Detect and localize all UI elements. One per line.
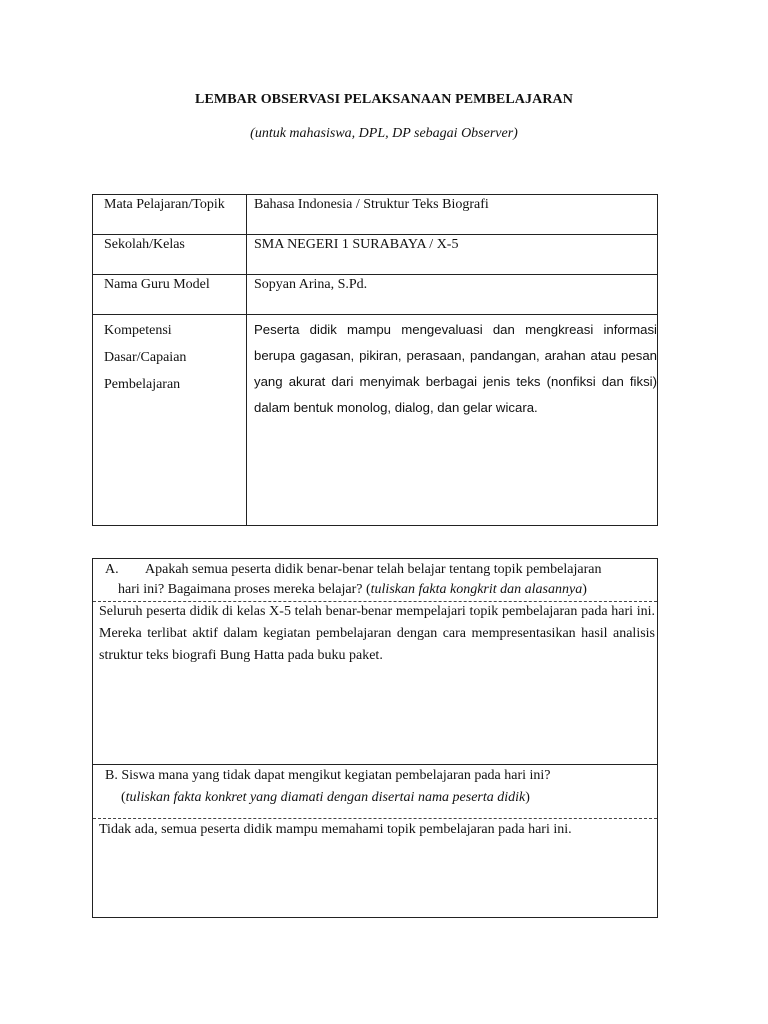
- competency-label-line: Kompetensi: [104, 323, 172, 338]
- answer-b: [93, 819, 657, 841]
- row-value-competency: Peserta didik mampu mengevaluasi dan mengkreasi informasi berupa gagasan, pikiran, perasaan, pandangan, arahan atau pesan yang akurat dari menyimak berbagai jenis teks (nonfiksi dan fiksi) dalam bentuk monolog, dialog, dan gelar wicara.: [247, 315, 658, 526]
- question-a-instruction: tuliskan fakta kongkrit dan alasannya: [370, 582, 583, 597]
- answer-b-text: Tidak ada, semua peserta didik mampu memahami topik pembelajaran pada hari ini.: [99, 822, 572, 837]
- row-value-school: SMA NEGERI 1 SURABAYA / X-5: [247, 235, 658, 275]
- question-a-marker: A.: [105, 562, 119, 577]
- question-a-text: Apakah semua peserta didik benar-benar telah belajar tentang topik pembelajaran: [145, 562, 602, 577]
- row-label-competency: [93, 315, 247, 526]
- question-b-instruction: tuliskan fakta konkret yang diamati dengan disertai nama peserta didik: [125, 790, 526, 805]
- row-label-teacher: Nama Guru Model: [93, 275, 247, 315]
- question-b-prefix: (: [121, 790, 126, 805]
- row-value-subject: Bahasa Indonesia / Struktur Teks Biografi: [247, 195, 658, 235]
- question-b-line2: [105, 787, 647, 809]
- question-a-line1: [105, 560, 647, 580]
- table-row: [93, 315, 658, 526]
- table-row: [93, 195, 658, 235]
- observation-box: [92, 558, 658, 918]
- question-a-prefix: hari ini? Bagaimana proses mereka belajar? (: [118, 582, 371, 597]
- table-row: [93, 235, 658, 275]
- answer-a: [93, 601, 657, 765]
- row-label-school: Sekolah/Kelas: [93, 235, 247, 275]
- competency-label-line: Dasar/Capaian: [104, 350, 187, 365]
- row-value-teacher: Sopyan Arina, S.Pd.: [247, 275, 658, 315]
- question-b: [93, 765, 657, 819]
- question-a: [93, 559, 657, 602]
- question-a-line2: [105, 580, 647, 600]
- document-title: LEMBAR OBSERVASI PELAKSANAAN PEMBELAJARAN: [195, 92, 573, 107]
- answer-a-text: Seluruh peserta didik di kelas X-5 telah benar-benar mempelajari topik pembelajaran pada hari ini. Mereka terlibat aktif dalam kegiatan pembelajaran dengan cara mempresentasikan hasil analisis struktur teks biografi Bung Hatta pada buku paket.: [99, 604, 655, 663]
- row-label-subject: Mata Pelajaran/Topik: [93, 195, 247, 235]
- question-b-line1: B. Siswa mana yang tidak dapat mengikut kegiatan pembelajaran pada hari ini?: [105, 768, 551, 783]
- table-row: [93, 275, 658, 315]
- question-a-suffix: ): [582, 582, 587, 597]
- document-subtitle: (untuk mahasiswa, DPL, DP sebagai Observer): [250, 126, 518, 141]
- question-b-suffix: ): [525, 790, 530, 805]
- info-table: [92, 194, 658, 526]
- competency-label-line: Pembelajaran: [104, 377, 181, 392]
